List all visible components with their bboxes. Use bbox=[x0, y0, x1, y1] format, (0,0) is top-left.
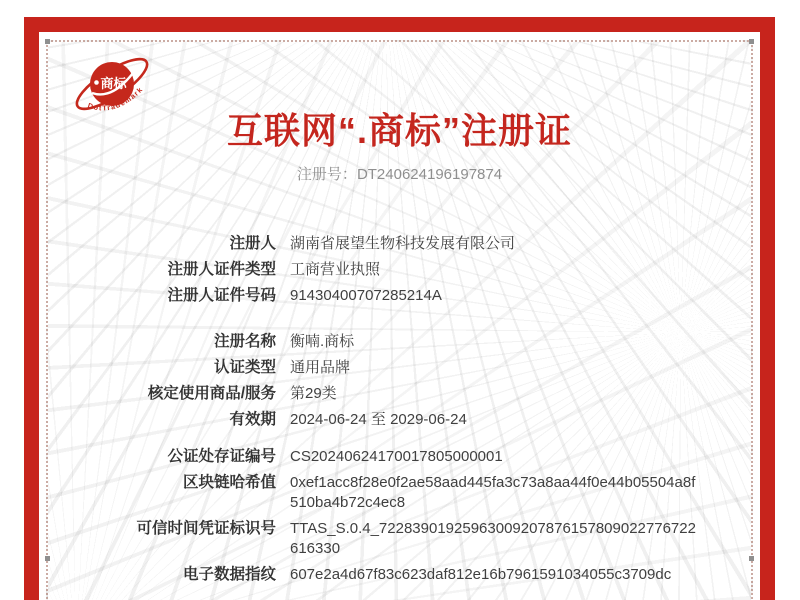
field-value: 通用品牌 bbox=[290, 359, 351, 376]
field-row-cert-type bbox=[48, 358, 751, 378]
border-side-mark bbox=[749, 556, 754, 561]
notary-section bbox=[48, 447, 751, 513]
field-row-goods-class bbox=[48, 384, 751, 404]
field-value: 2024-06-24 至 2029-06-24 bbox=[290, 411, 467, 428]
field-label: 注册人证件号码 bbox=[167, 287, 276, 304]
field-label: 电子数据指纹 bbox=[182, 566, 276, 583]
field-row-notary-number bbox=[48, 447, 751, 467]
registration-number-label: 注册号： bbox=[296, 166, 357, 183]
border-corner-mark bbox=[749, 39, 754, 44]
timestamp-section bbox=[48, 519, 751, 585]
field-row-registrant bbox=[48, 234, 751, 254]
logo-dot bbox=[94, 80, 99, 85]
field-value: TTAS_S.0.4_72283901925963009207876157809022776722616330 bbox=[290, 520, 696, 557]
registration-number-line bbox=[48, 164, 751, 186]
field-row-timestamp-id bbox=[48, 519, 751, 559]
field-label: 有效期 bbox=[229, 411, 276, 428]
field-row-id-type bbox=[48, 260, 751, 280]
field-value: CS20240624170017805000001 bbox=[290, 448, 503, 465]
field-label: 注册人证件类型 bbox=[167, 261, 276, 278]
field-value: 工商营业执照 bbox=[290, 261, 381, 278]
border-side-mark bbox=[45, 556, 50, 561]
dot-trademark-logo bbox=[60, 48, 164, 134]
certificate-fields bbox=[48, 234, 751, 585]
field-label: 公证处存证编号 bbox=[167, 448, 276, 465]
certificate-body bbox=[46, 40, 753, 600]
field-label: 区块链哈希值 bbox=[182, 474, 276, 491]
field-value: 607e2a4d67f83c623daf812e16b7961591034055c3709dc bbox=[290, 566, 672, 583]
logo-ring-text: DotTrademark bbox=[86, 84, 145, 113]
field-value: 0xef1acc8f28e0f2ae58aad445fa3c73a8aa44f0e44b05504a8f510ba4b72c4ec8 bbox=[290, 474, 696, 511]
field-row-validity bbox=[48, 410, 751, 430]
field-row-reg-name bbox=[48, 332, 751, 352]
registrant-section bbox=[48, 234, 751, 306]
field-value: 湖南省展望生物科技发展有限公司 bbox=[290, 235, 516, 252]
field-row-id-number bbox=[48, 286, 751, 306]
field-label: 注册人 bbox=[229, 235, 276, 252]
field-value: 第29类 bbox=[290, 385, 337, 402]
field-value: 91430400707285214A bbox=[290, 287, 442, 304]
field-label: 可信时间凭证标识号 bbox=[136, 520, 276, 537]
field-label: 核定使用商品/服务 bbox=[147, 385, 276, 402]
field-label: 认证类型 bbox=[213, 359, 276, 376]
field-label: 注册名称 bbox=[213, 333, 276, 350]
field-value: 衡喃.商标 bbox=[290, 333, 355, 350]
registration-section bbox=[48, 332, 751, 430]
logo-sphere-text: 商标 bbox=[100, 76, 127, 91]
field-row-blockchain-hash bbox=[48, 473, 751, 513]
field-row-data-fingerprint bbox=[48, 565, 751, 585]
certificate-title: 互联网“.商标”注册证 bbox=[226, 110, 572, 151]
certificate-red-frame bbox=[24, 17, 775, 600]
border-corner-mark bbox=[45, 39, 50, 44]
registration-number-value: DT240624196197874 bbox=[356, 166, 503, 183]
